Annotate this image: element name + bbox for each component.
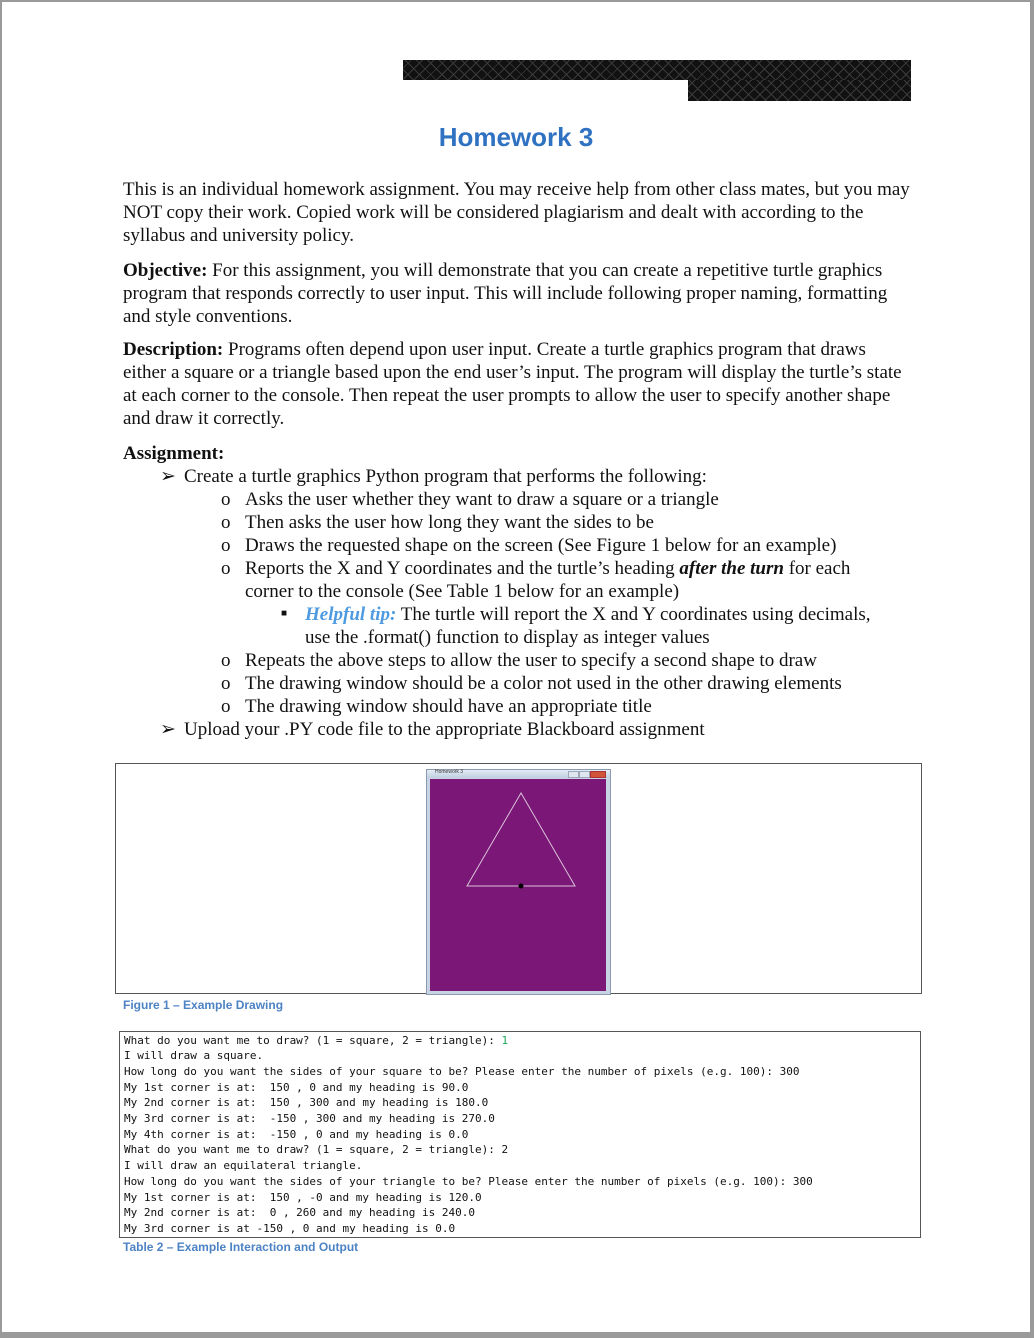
- triangle-drawing: [430, 779, 606, 991]
- console-line: I will draw a square.: [124, 1049, 264, 1062]
- objective-paragraph: [123, 259, 913, 328]
- objective-text: For this assignment, you will demonstrate that you can create a repetitive turtle graphics program that responds correctly to user input. This will include following proper naming, formatting and style conventions.: [123, 260, 888, 327]
- circle-bullet-icon: o: [221, 512, 231, 533]
- description-paragraph: [123, 338, 913, 430]
- table-caption: Table 2 – Example Interaction and Output: [123, 1240, 359, 1254]
- console-line: My 3rd corner is at -150 , 0 and my heading is 0.0: [124, 1222, 456, 1235]
- arrow-bullet-icon: ➢: [160, 466, 176, 487]
- circle-bullet-icon: o: [221, 650, 231, 671]
- console-line: My 2nd corner is at: 150 , 300 and my heading is 180.0: [124, 1096, 489, 1109]
- redacted-header-line-1: [403, 60, 911, 80]
- circle-bullet-icon: o: [221, 489, 231, 510]
- console-line: How long do you want the sides of your triangle to be? Please enter the number of pixels (e.g. 100): 300: [124, 1175, 813, 1188]
- sub-bullet-4-cont: corner to the console (See Table 1 below for an example): [245, 581, 680, 602]
- circle-bullet-icon: o: [221, 535, 231, 556]
- console-line: What do you want me to draw? (1 = square, 2 = triangle): 2: [124, 1143, 509, 1156]
- assignment-heading: Assignment:: [123, 443, 225, 464]
- intro-paragraph: This is an individual homework assignment. You may receive help from other class mates, but you may NOT copy their work. Copied work will be considered plagiarism and dealt with according to the syllabus and university policy.: [123, 179, 910, 246]
- figure-caption: Figure 1 – Example Drawing: [123, 998, 284, 1012]
- arrow-bullet-icon: ➢: [160, 719, 176, 740]
- maximize-icon: [579, 771, 590, 778]
- turtle-marker: [519, 884, 524, 889]
- console-user-input: 1: [501, 1034, 509, 1047]
- objective-label: Objective:: [123, 260, 208, 281]
- console-line: My 4th corner is at: -150 , 0 and my heading is 0.0: [124, 1128, 469, 1141]
- console-line: My 3rd corner is at: -150 , 300 and my heading is 270.0: [124, 1112, 495, 1125]
- console-line: My 1st corner is at: 150 , -0 and my heading is 120.0: [124, 1191, 482, 1204]
- turtle-window-screenshot: [426, 769, 611, 995]
- helpful-tip-label: Helpful tip:: [305, 604, 397, 625]
- circle-bullet-icon: o: [221, 696, 231, 717]
- redacted-header-line-2: [688, 80, 911, 101]
- square-bullet-icon: ■: [281, 608, 288, 619]
- console-line: I will draw an equilateral triangle.: [124, 1159, 363, 1172]
- description-text: Programs often depend upon user input. Create a turtle graphics program that draws either a square or a triangle based upon the end user’s input. The program will display the turtle’s state at each corner to the console. Then repeat the user prompts to allow the user to specify another shape and draw it correctly.: [123, 339, 902, 429]
- console-line: My 2nd corner is at: 0 , 260 and my heading is 240.0: [124, 1206, 475, 1219]
- description-label: Description:: [123, 339, 224, 360]
- document-page: Homework 3 This is an individual homework assignment. You may receive help from other class mates, but you may NOT copy their work. Copied work will be considered plagiarism and dealt with according to the syllabus and university policy. Objective: For this assignment, you will demonstrate that you can create a repetitive turtle graphics program that responds correctly to user input. This will include following proper naming, formatting and style conventions. Description: Programs often depend upon user input. Create a turtle graphics program that draws either a square or a triangle based upon the end user’s input. The program will display the turtle’s state at each corner to the console. Then repeat the user prompts to allow the user to specify another shape and draw it correctly. Assignment: ➢ Create a turtle graphics Python program that performs the following: o Asks the user whether they want to draw a square or a triangle o Then asks the user how long they want the sides to be o Draws the requested shape on the screen (See Figure 1 below for an example) o Reports the X and Y coordinates and the turtle’s heading after the turn for each corner to the console (See Table 1 below for an example) ■ Helpful tip: The turtle will report the X and Y coordinates using decimals, use the .format() function to display as integer values o Repeats the above steps to allow the user to specify a second shape to draw o The drawing window should be a color not used in the other drawing elements o The drawing window should have an appropriate title ➢ Upload your .PY code file to the appropriate Blackboard assignment Homework 3 Figure 1 – Example Drawing What do you want me to draw? (1 = square, 2 = triangle): 1 I will draw a square. How long do you want the sides of your square to be? Please enter the number of pixels (e.g. 100): 300 My 1st corner is at: 150 , 0 and my heading is 90.0 My 2nd corner is at: 150 , 300 and my heading is 180.0 My 3rd corner is at: -150 , 300 and my heading is 270.0 My 4th corner is at: -150 , 0 and my heading is 0.0 What do you want me to draw? (1 = square, 2 = triangle): 2 I will draw an equilateral triangle. How long do you want the sides of your triangle to be? Please enter the number of pixels (e.g. 100): 300 My 1st corner is at: 150 , -0 and my heading is 120.0 My 2nd corner is at: 0 , 260 and my heading is 240.0 My 3rd corner is at -150 , 0 and my heading is 0.0 Table 2 – Example Interaction and Output: [2, 2, 1030, 1332]
- drawing-canvas: [430, 779, 606, 991]
- window-title: Homework 3: [435, 769, 464, 775]
- emphasis-after-the-turn: after the turn: [679, 558, 784, 579]
- console-line: My 1st corner is at: 150 , 0 and my heading is 90.0: [124, 1081, 469, 1094]
- window-titlebar: [427, 770, 610, 778]
- console-line: What do you want me to draw? (1 = square, 2 = triangle): 1: [124, 1034, 509, 1047]
- helpful-tip-cont: use the .format() function to display as integer values: [305, 627, 710, 648]
- console-line: How long do you want the sides of your square to be? Please enter the number of pixels (e.g. 100): 300: [124, 1065, 800, 1078]
- circle-bullet-icon: o: [221, 558, 231, 579]
- circle-bullet-icon: o: [221, 673, 231, 694]
- document-title: Homework 3: [438, 122, 594, 152]
- triangle-shape: [467, 793, 575, 886]
- close-icon: [590, 771, 606, 778]
- minimize-icon: [568, 771, 579, 778]
